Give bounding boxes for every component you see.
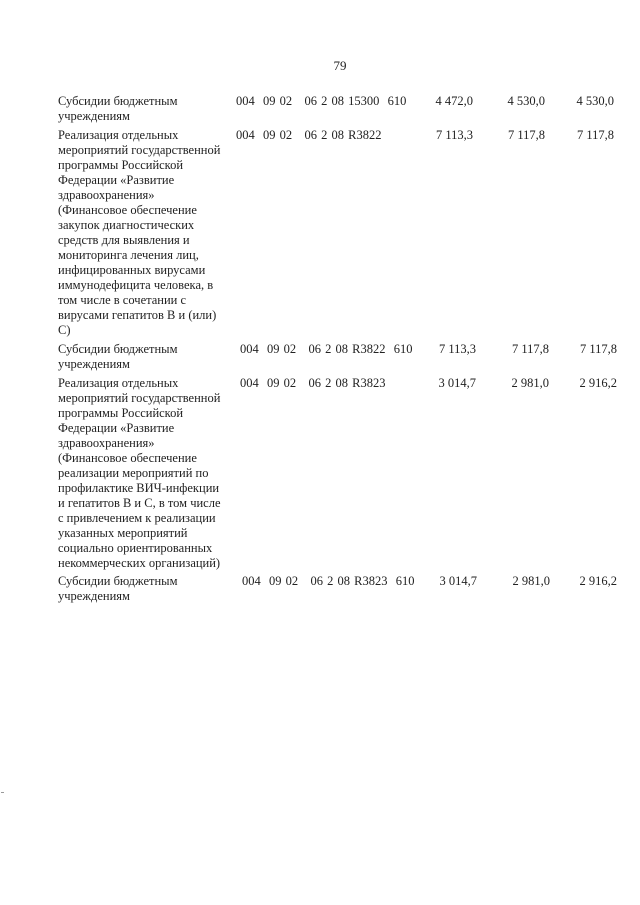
row-name: Реализация отдельных мероприятий государственной программы Российской Федерации «Развитие здравоохранения» (Финансовое обеспечение реализации мероприятий по профилактике ВИЧ-инфекции и гепатитов В и С, в том числе с привлечением к реализации указанных мероприятий социально ориентированных некоммерческих организаций) — [58, 376, 221, 570]
row-value-3: 7 117,8 — [579, 342, 617, 356]
row-value-2: 4 530,0 — [507, 94, 545, 108]
row-value-3: 4 530,0 — [576, 94, 614, 108]
row-value-3: 7 117,8 — [576, 128, 614, 142]
row-value-1: 3 014,7 — [439, 574, 477, 588]
row-codes: 004 09 02 06 2 08 R3823 610 — [242, 574, 415, 588]
row-value-2: 2 981,0 — [511, 376, 549, 390]
row-name: Субсидии бюджетным учреждениям — [58, 574, 178, 603]
row-codes: 004 09 02 06 2 08 R3823 — [240, 376, 386, 390]
row-value-3: 2 916,2 — [579, 574, 617, 588]
row-value-1: 4 472,0 — [435, 94, 473, 108]
row-value-1: 7 113,3 — [435, 128, 473, 142]
row-value-3: 2 916,2 — [579, 376, 617, 390]
page-number: 79 — [333, 58, 347, 73]
row-codes: 004 09 02 06 2 08 R3822 — [236, 128, 382, 142]
row-name: Субсидии бюджетным учреждениям — [58, 342, 178, 371]
scan-mark — [1, 792, 4, 793]
row-codes: 004 09 02 06 2 08 15300 610 — [236, 94, 407, 108]
row-name: Реализация отдельных мероприятий государственной программы Российской Федерации «Развитие здравоохранения» (Финансовое обеспечение закупок диагностических средств для выявления и мониторинга лечения лиц, инфицированных вирусами иммунодефицита человека, в том числе в сочетании с вирусами гепатитов В и (или) С) — [58, 128, 221, 337]
row-value-1: 7 113,3 — [438, 342, 476, 356]
row-value-1: 3 014,7 — [438, 376, 476, 390]
row-value-2: 2 981,0 — [512, 574, 550, 588]
row-name: Субсидии бюджетным учреждениям — [58, 94, 178, 123]
row-value-2: 7 117,8 — [507, 128, 545, 142]
row-codes: 004 09 02 06 2 08 R3822 610 — [240, 342, 413, 356]
row-value-2: 7 117,8 — [511, 342, 549, 356]
